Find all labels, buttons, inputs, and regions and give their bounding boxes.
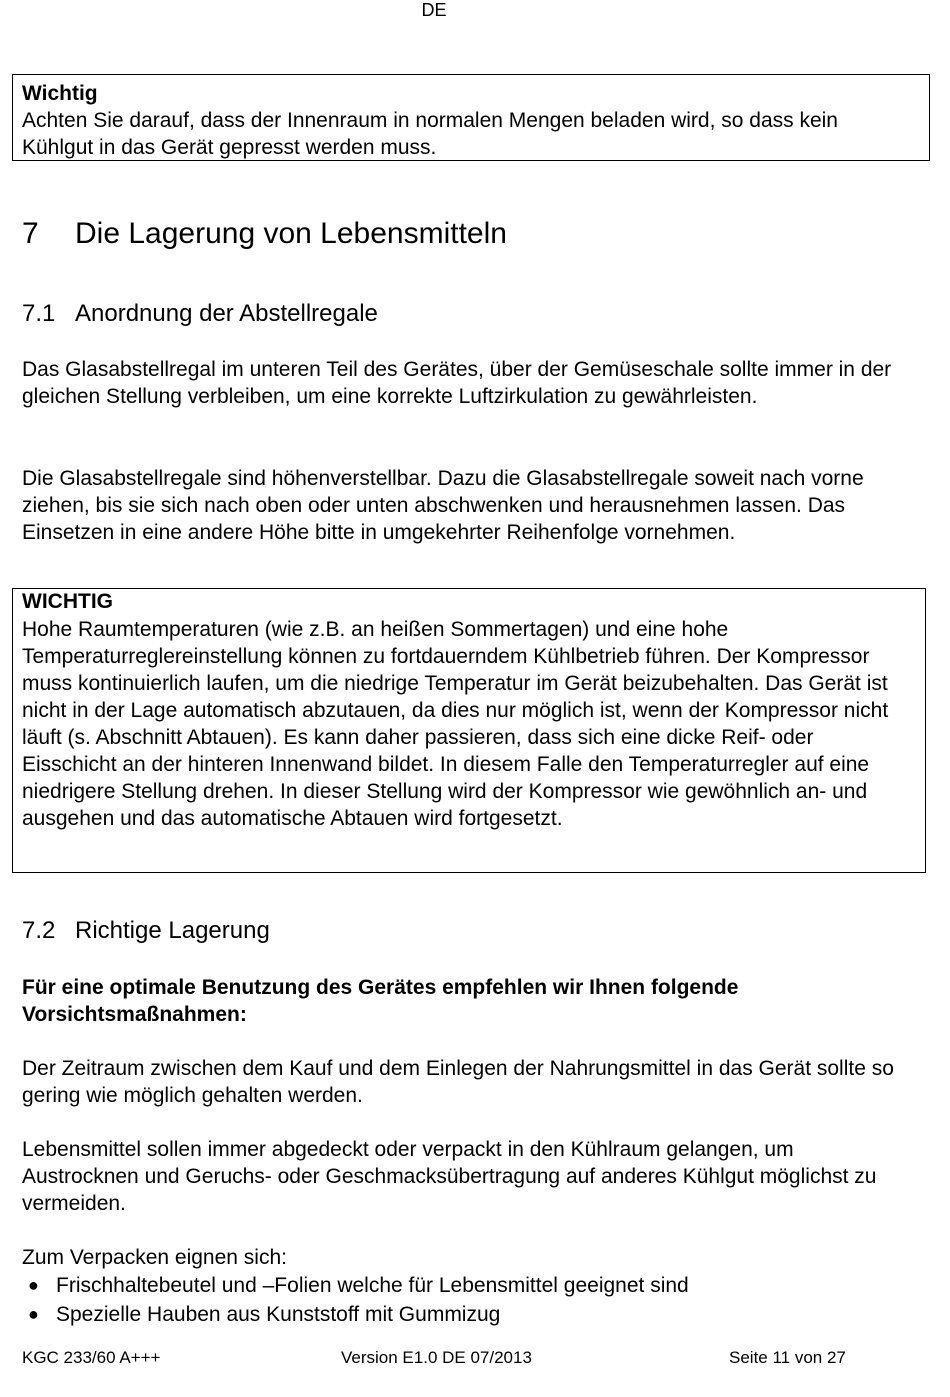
section-71-number: 7.1 [22,300,56,327]
section-72-title: Richtige Lagerung [75,917,270,944]
notice-mid-text: Hohe Raumtemperaturen (wie z.B. an heißen Sommertagen) und eine hohe Temperaturreglereinstellung können zu fortdauerndem Kühlbetrieb führen. Der Kompressor muss kontinuierlich laufen, um die niedrige Temperatur im Gerät beizubehalten. Das Gerät ist nicht in der Lage automatisch abzutauen, da dies nur möglich ist, wenn der Kompressor nicht läuft (s. Abschnitt Abtauen). Es kann daher passieren, dass sich eine dicke Reif- oder Eisschicht an der hinteren Innenwand bildet. In diesem Falle den Temperaturregler auf eine niedrigere Stellung drehen. In dieser Stellung wird der Kompressor wie gewöhnlich an- und ausgehen und das automatische Abtauen wird fortgesetzt. [22,618,889,830]
list-item: ● Frischhaltebeutel und –Folien welche für Lebensmittel geeignet sind [22,1271,922,1300]
section-72-paragraph-1: Der Zeitraum zwischen dem Kauf und dem Einlegen der Nahrungsmittel in das Gerät sollte so gering wie möglich gehalten werden. [22,1057,894,1107]
section-7-title: Die Lagerung von Lebensmitteln [75,217,507,250]
notice-top-text: Achten Sie darauf, dass der Innenraum in normalen Mengen beladen wird, so dass kein Kühlgut in das Gerät gepresst werden muss. [22,109,838,159]
section-72-number: 7.2 [22,917,56,944]
footer-version: Version E1.0 DE 07/2013 [341,1348,532,1367]
footer-page: Seite 11 von 27 [729,1348,846,1367]
section-7-number: 7 [22,217,39,250]
section-7-heading [22,216,507,252]
section-72-intro: Für eine optimale Benutzung des Gerätes empfehlen wir Ihnen folgende Vorsichtsmaßnahmen: [22,976,739,1026]
bullet-icon: ● [28,1275,39,1295]
bullet-icon: ● [28,1304,39,1324]
list-item: ● Spezielle Hauben aus Kunststoff mit Gummizug [22,1300,922,1329]
packaging-list [22,1271,922,1329]
footer-model: KGC 233/60 A+++ [22,1348,161,1367]
section-71-heading [22,299,378,329]
header-language: DE [421,0,447,20]
notice-top-title: Wichtig [22,82,98,105]
section-72-paragraph-2: Lebensmittel sollen immer abgedeckt oder verpackt in den Kühlraum gelangen, um Austrocknen und Geruchs- oder Geschmacksübertragung auf anderes Kühlgut möglichst zu vermeiden. [22,1138,877,1215]
notice-mid-title: WICHTIG [22,590,113,613]
section-71-paragraph-1: Das Glasabstellregal im unteren Teil des Gerätes, über der Gemüseschale sollte immer in der gleichen Stellung verbleiben, um eine korrekte Luftzirkulation zu gewährleisten. [22,358,892,408]
section-71-title: Anordnung der Abstellregale [75,300,378,327]
section-71-paragraph-2: Die Glasabstellregale sind höhenverstellbar. Dazu die Glasabstellregale soweit nach vorne ziehen, bis sie sich nach oben oder unten abschwenken und herausnehmen lassen. Das Einsetzen in eine andere Höhe bitte in umgekehrter Reihenfolge vornehmen. [22,467,864,544]
section-72-heading [22,916,270,946]
section-72-list-intro: Zum Verpacken eignen sich: [22,1246,287,1269]
